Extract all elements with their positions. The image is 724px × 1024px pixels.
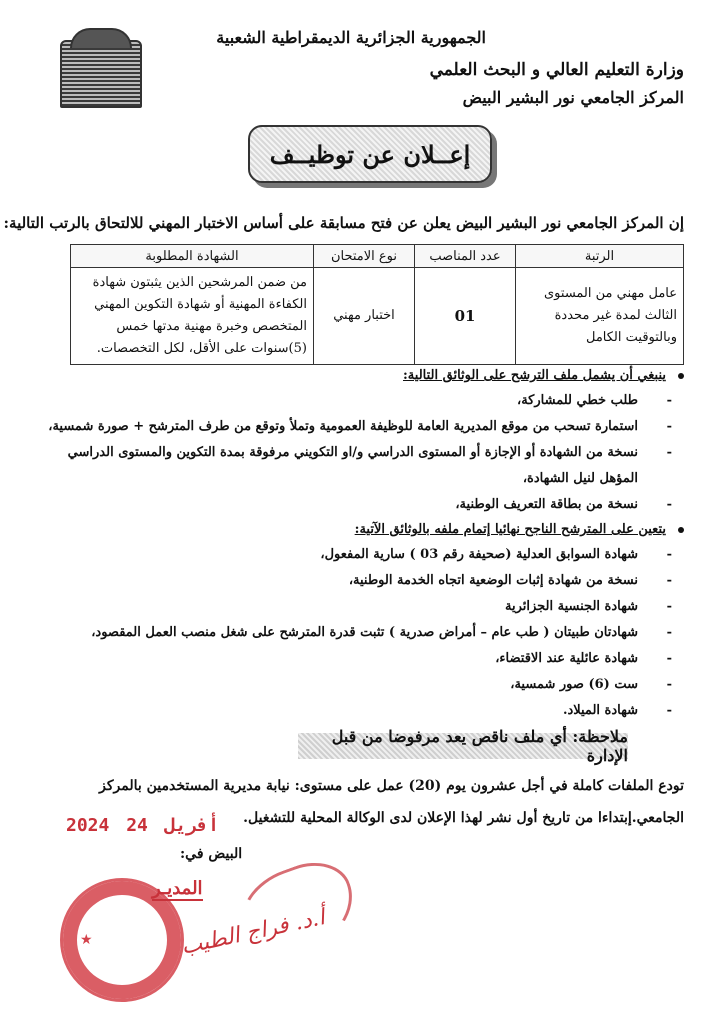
note-text: ملاحظة: أي ملف ناقص يعد مرفوضا من قبل الإدارة <box>331 727 628 765</box>
header-count: عدد المناصب <box>415 245 516 268</box>
bullet-icon <box>678 373 684 379</box>
file-items-list <box>28 388 684 518</box>
list-item: - شهادة الجنسية الجزائرية <box>28 594 684 620</box>
star-icon: ★ <box>80 932 93 948</box>
list-item: - نسخة من شهادة إثبات الوضعية اتجاه الخدمة الوطنية، <box>28 568 684 594</box>
stamp-day: 24 <box>126 815 148 836</box>
center-title: المركز الجامعي نور البشير البيض <box>462 88 684 107</box>
header-rank: الرتبة <box>516 245 684 268</box>
cell-exam: اختبار مهني <box>314 268 415 365</box>
university-logo <box>60 40 142 108</box>
date-stamp <box>66 815 225 836</box>
success-requirements-section <box>28 518 684 724</box>
list-item: - نسخة من بطاقة التعريف الوطنية، <box>28 492 684 518</box>
file-section-title: ينبغي أن يشمل ملف الترشح على الوثائق التالية: <box>403 368 666 383</box>
table-header-row <box>71 245 684 268</box>
positions-table <box>70 244 684 365</box>
success-section-title: يتعين على المترشح الناجح نهائيا إتمام ملفه بالوثائق الآتية: <box>354 522 666 537</box>
header-exam: نوع الامتحان <box>314 245 415 268</box>
list-item: - شهادة السوابق العدلية (صحيفة رقم 03 ) سارية المفعول، <box>28 542 684 568</box>
intro-text: إن المركز الجامعي نور البشير البيض يعلن عن فتح مسابقة على أساس الاختبار المهني للالتحاق بالرتب التالية: <box>3 214 684 232</box>
header-certificate: الشهادة المطلوبة <box>71 245 314 268</box>
note-box <box>298 727 628 765</box>
director-title: المديـر <box>152 878 203 899</box>
list-item: - شهادتان طبيتان ( طب عام – أمراض صدرية ) تثبت قدرة المترشح على شغل منصب العمل المقصود، <box>28 620 684 646</box>
success-items-list <box>28 542 684 724</box>
banner-title: إعــلان عن توظيــف <box>269 139 471 169</box>
bullet-icon <box>678 527 684 533</box>
list-item: - ست (6) صور شمسية، <box>28 672 684 698</box>
cell-certificate: من ضمن المرشحين الذين يثبتون شهادة الكفاءة المهنية أو شهادة التكوين المهني المتخصص وخبرة مهنية مدتها خمس (5)سنوات على الأقل، لكل التخصصات. <box>71 268 314 365</box>
stamp-month: أفريل <box>164 815 219 836</box>
signature-area <box>40 858 360 1008</box>
list-item: - شهادة عائلية عند الاقتضاء، <box>28 646 684 672</box>
list-item: - نسخة من الشهادة أو الإجازة أو المستوى الدراسي و/او التكويني مرفوقة بمدة التكوين والمستوى الدراسي المؤهل لنيل الشهادة، <box>28 440 684 492</box>
file-requirements-section <box>28 364 684 518</box>
cell-rank: عامل مهني من المستوى الثالث لمدة غير محددة وبالتوقيت الكامل <box>516 268 684 365</box>
announcement-banner <box>248 125 492 183</box>
deposit-text: تودع الملفات كاملة في أجل عشرون يوم (20) عمل على مستوى: نيابة مديرية المستخدمين بالمركز الجامعي.إبتداءا من تاريخ أول نشر لهذا الإعلان لدى الوكالة المحلية للتشغيل. <box>99 778 684 826</box>
list-item: - طلب خطي للمشاركة، <box>28 388 684 414</box>
republic-title: الجمهورية الجزائرية الديمقراطية الشعبية <box>216 28 486 47</box>
place-date-label: البيض في: <box>180 846 243 862</box>
list-item: - شهادة الميلاد. <box>28 698 684 724</box>
list-item: - استمارة تسحب من موقع المديرية العامة للوظيفة العمومية وتملأ وتوقع من طرف المترشح + صورة شمسية، <box>28 414 684 440</box>
table-row <box>71 268 684 365</box>
director-name: أ.د. فراج الطيب <box>178 905 327 960</box>
stamp-year: 2024 <box>66 815 110 836</box>
cell-count: 01 <box>415 268 516 365</box>
ministry-title: وزارة التعليم العالي و البحث العلمي <box>429 60 684 80</box>
